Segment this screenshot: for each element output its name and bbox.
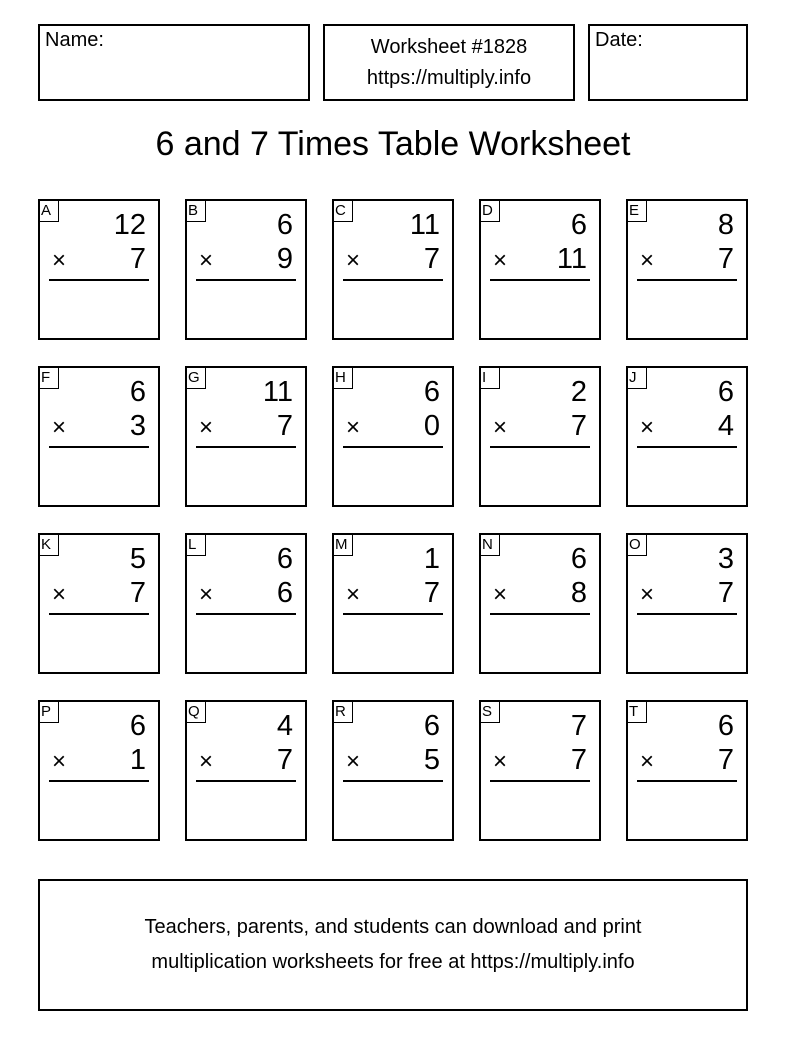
multiplier: 5 xyxy=(423,744,440,776)
problem-label: E xyxy=(627,200,647,222)
problem-label: C xyxy=(333,200,353,222)
times-sign: × xyxy=(493,414,508,441)
times-sign: × xyxy=(493,581,508,608)
footer-line-2: multiplication worksheets for free at https://multiply.info xyxy=(151,951,635,973)
multiplicand: 4 xyxy=(276,710,293,742)
multiplier: 11 xyxy=(556,243,587,275)
answer-line xyxy=(343,780,443,782)
times-sign: × xyxy=(640,748,655,775)
date-box xyxy=(588,24,748,101)
times-sign: × xyxy=(640,247,655,274)
problem-label: B xyxy=(186,200,206,222)
answer-line xyxy=(196,446,296,448)
multiplier: 7 xyxy=(129,577,146,609)
times-sign: × xyxy=(199,414,214,441)
name-label: Name: xyxy=(45,29,104,51)
problem-card xyxy=(38,533,160,674)
answer-line xyxy=(196,279,296,281)
problem-card xyxy=(479,700,601,841)
problem-label: O xyxy=(627,534,647,556)
multiplicand: 2 xyxy=(570,376,587,408)
multiplicand: 7 xyxy=(570,710,587,742)
multiplicand: 6 xyxy=(570,209,587,241)
multiplier: 6 xyxy=(276,577,293,609)
answer-line xyxy=(637,446,737,448)
answer-line xyxy=(490,780,590,782)
answer-line xyxy=(196,613,296,615)
answer-line xyxy=(637,613,737,615)
problem-label: N xyxy=(480,534,500,556)
times-sign: × xyxy=(52,748,67,775)
multiplier: 1 xyxy=(129,744,146,776)
multiplicand: 11 xyxy=(409,209,440,241)
multiplicand: 11 xyxy=(262,376,293,408)
times-sign: × xyxy=(52,247,67,274)
problem-label: Q xyxy=(186,701,206,723)
page-title: 6 and 7 Times Table Worksheet xyxy=(155,125,631,163)
multiplicand: 12 xyxy=(113,209,146,241)
answer-line xyxy=(196,780,296,782)
multiplier: 3 xyxy=(129,410,146,442)
multiplicand: 8 xyxy=(717,209,734,241)
worksheet-number: Worksheet #1828 xyxy=(370,36,528,58)
problem-card xyxy=(185,366,307,507)
multiplicand: 6 xyxy=(423,376,440,408)
problem-card xyxy=(38,366,160,507)
multiplicand: 6 xyxy=(717,376,734,408)
multiplier: 7 xyxy=(717,243,734,275)
times-sign: × xyxy=(640,414,655,441)
problem-card xyxy=(332,700,454,841)
problem-card xyxy=(38,700,160,841)
multiplicand: 6 xyxy=(570,543,587,575)
answer-line xyxy=(343,446,443,448)
times-sign: × xyxy=(493,247,508,274)
problem-label: P xyxy=(39,701,59,723)
multiplicand: 6 xyxy=(276,209,293,241)
multiplier: 7 xyxy=(717,744,734,776)
multiplicand: 6 xyxy=(423,710,440,742)
worksheet-info-box xyxy=(323,24,575,101)
times-sign: × xyxy=(52,414,67,441)
problem-card xyxy=(185,700,307,841)
problem-card xyxy=(626,533,748,674)
problem-card xyxy=(479,199,601,340)
problem-label: L xyxy=(186,534,206,556)
problem-card xyxy=(332,366,454,507)
multiplier: 7 xyxy=(129,243,146,275)
footer-box xyxy=(38,879,748,1011)
problem-card xyxy=(626,366,748,507)
problem-label: I xyxy=(480,367,500,389)
date-label: Date: xyxy=(595,29,643,51)
problem-card xyxy=(626,199,748,340)
problem-card xyxy=(332,533,454,674)
times-sign: × xyxy=(346,414,361,441)
footer-line-1: Teachers, parents, and students can download and print xyxy=(144,916,642,938)
answer-line xyxy=(490,279,590,281)
multiplier: 7 xyxy=(276,744,293,776)
problem-label: J xyxy=(627,367,647,389)
problem-card xyxy=(479,366,601,507)
times-sign: × xyxy=(199,247,214,274)
multiplier: 7 xyxy=(276,410,293,442)
multiplicand: 6 xyxy=(717,710,734,742)
answer-line xyxy=(637,279,737,281)
multiplier: 7 xyxy=(423,577,440,609)
answer-line xyxy=(490,446,590,448)
multiplier: 7 xyxy=(717,577,734,609)
answer-line xyxy=(343,613,443,615)
answer-line xyxy=(637,780,737,782)
problem-label: G xyxy=(186,367,206,389)
times-sign: × xyxy=(493,748,508,775)
times-sign: × xyxy=(346,247,361,274)
problem-label: M xyxy=(333,534,353,556)
name-box xyxy=(38,24,310,101)
multiplier: 7 xyxy=(570,410,587,442)
worksheet-url: https://multiply.info xyxy=(366,67,532,89)
answer-line xyxy=(49,446,149,448)
multiplier: 7 xyxy=(570,744,587,776)
problem-label: H xyxy=(333,367,353,389)
problem-card xyxy=(332,199,454,340)
answer-line xyxy=(343,279,443,281)
answer-line xyxy=(49,780,149,782)
answer-line xyxy=(49,279,149,281)
multiplier: 0 xyxy=(423,410,440,442)
problem-label: A xyxy=(39,200,59,222)
problem-card xyxy=(479,533,601,674)
multiplicand: 1 xyxy=(423,543,440,575)
multiplier: 8 xyxy=(570,577,587,609)
times-sign: × xyxy=(52,581,67,608)
answer-line xyxy=(490,613,590,615)
problem-label: K xyxy=(39,534,59,556)
multiplicand: 6 xyxy=(129,376,146,408)
multiplicand: 6 xyxy=(276,543,293,575)
times-sign: × xyxy=(640,581,655,608)
multiplier: 4 xyxy=(717,410,734,442)
problem-label: R xyxy=(333,701,353,723)
times-sign: × xyxy=(346,748,361,775)
problem-label: F xyxy=(39,367,59,389)
problem-label: S xyxy=(480,701,500,723)
multiplicand: 5 xyxy=(129,543,146,575)
multiplier: 9 xyxy=(276,243,293,275)
times-sign: × xyxy=(199,581,214,608)
problem-card xyxy=(185,199,307,340)
problem-card xyxy=(185,533,307,674)
answer-line xyxy=(49,613,149,615)
problem-card xyxy=(38,199,160,340)
multiplier: 7 xyxy=(423,243,440,275)
multiplicand: 6 xyxy=(129,710,146,742)
times-sign: × xyxy=(346,581,361,608)
problem-card xyxy=(626,700,748,841)
multiplicand: 3 xyxy=(717,543,734,575)
problem-label: D xyxy=(480,200,500,222)
times-sign: × xyxy=(199,748,214,775)
problem-label: T xyxy=(627,701,647,723)
